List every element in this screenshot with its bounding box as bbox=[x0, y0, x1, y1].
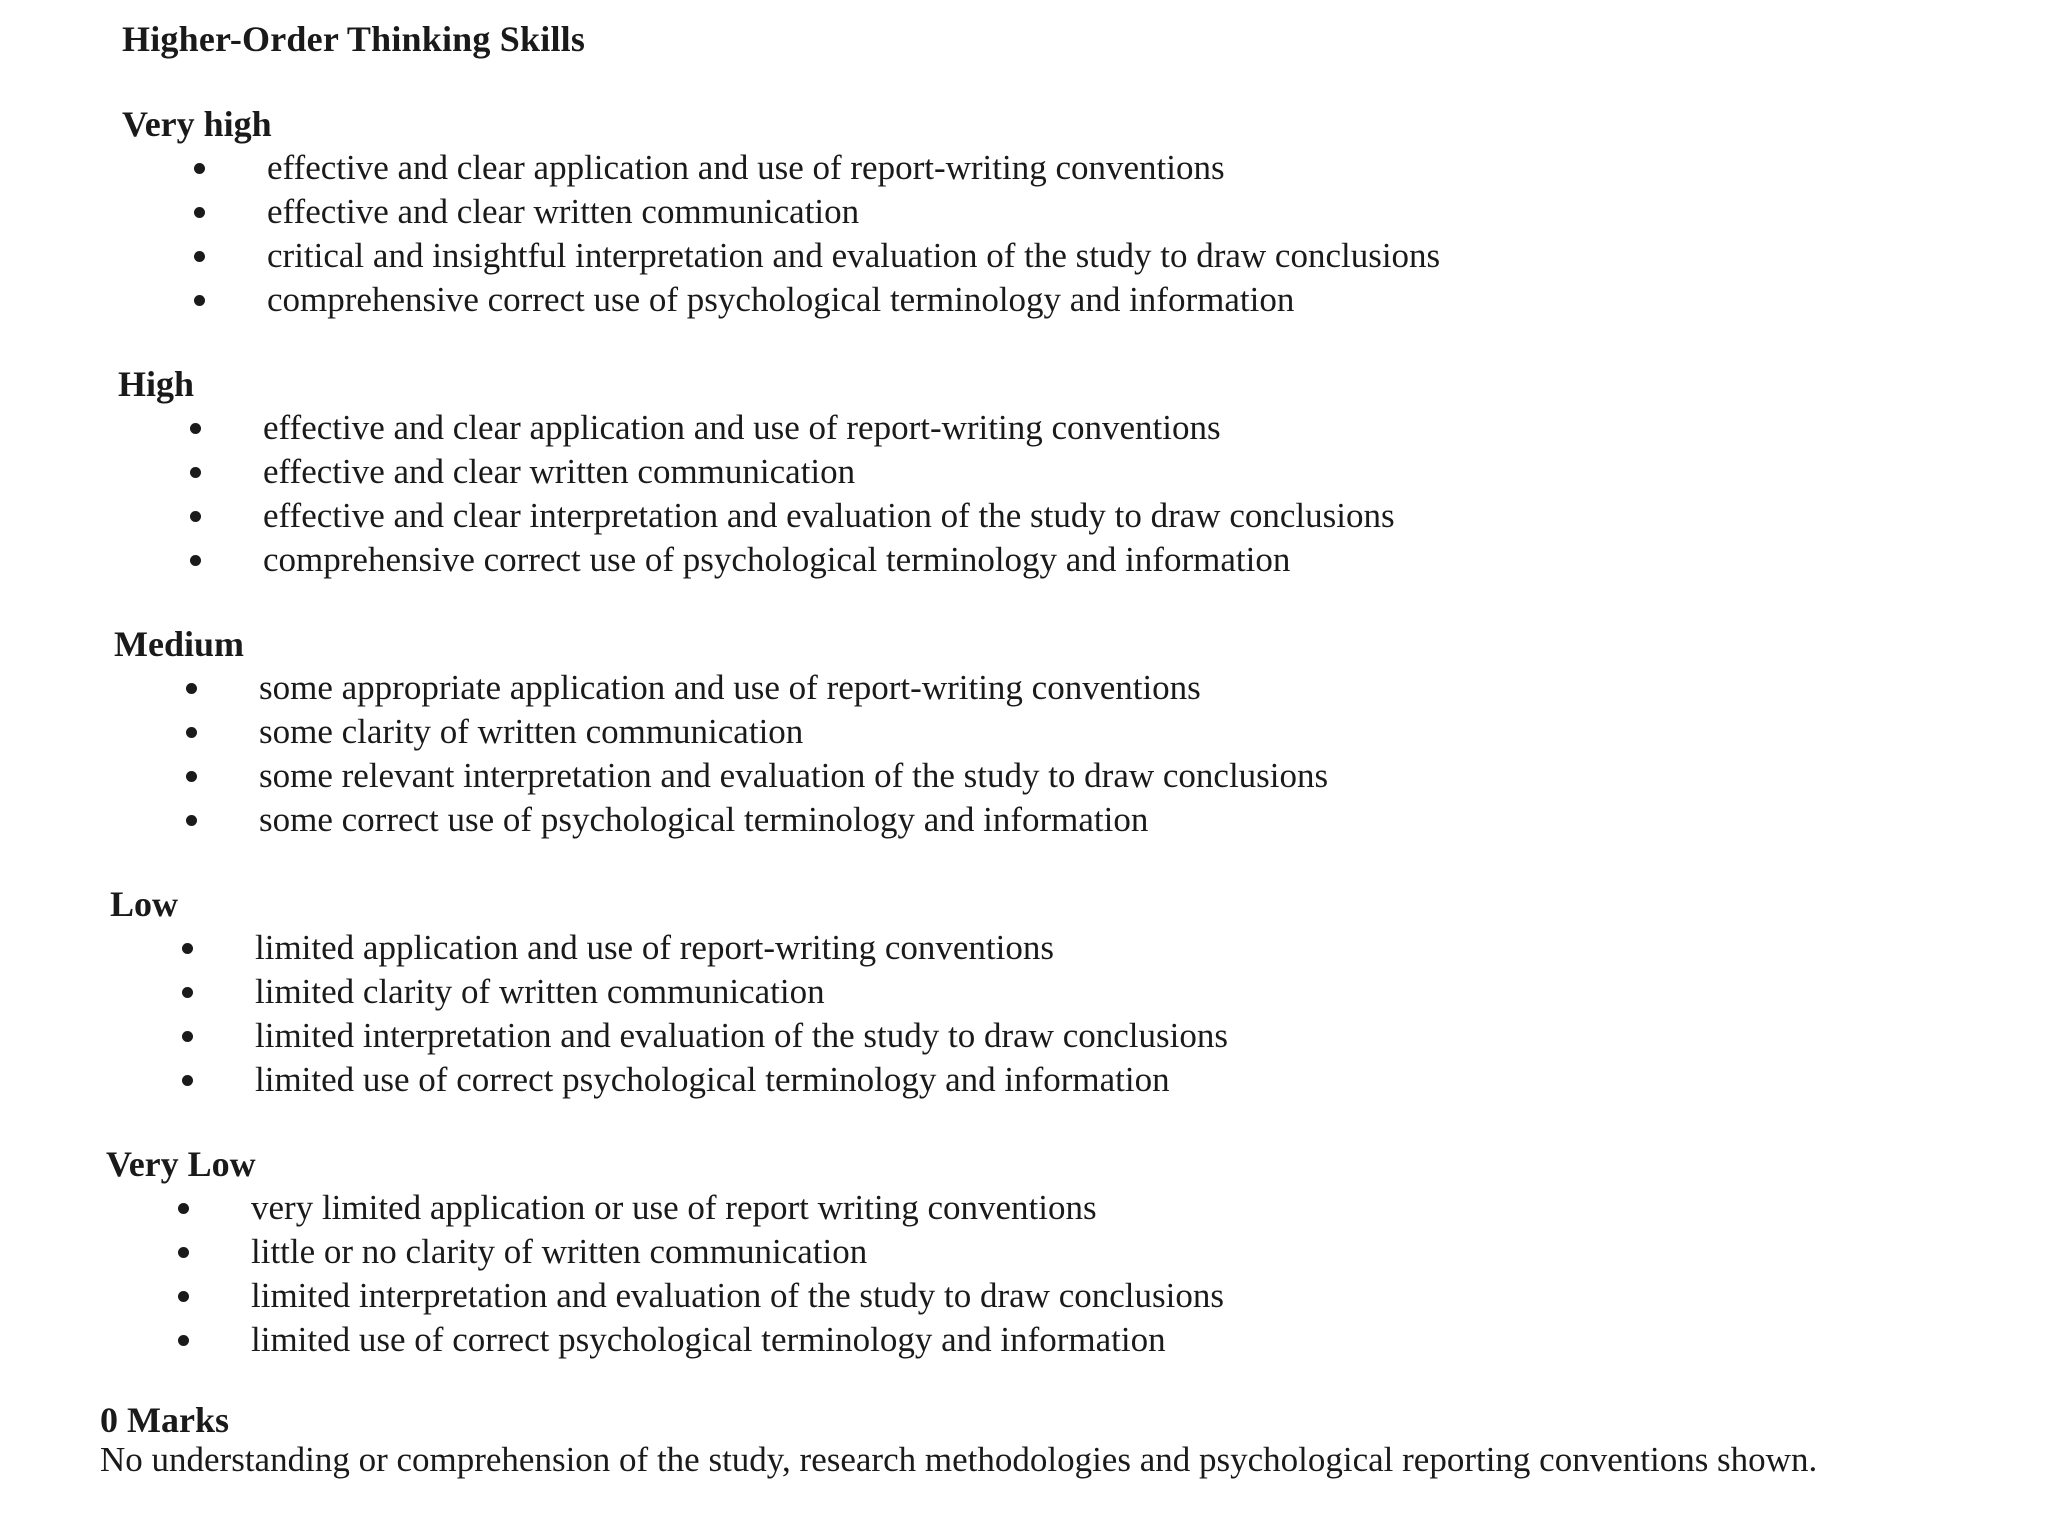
criterion-text: some correct use of psychological terminology and information bbox=[259, 800, 1149, 839]
bullet-icon bbox=[190, 423, 201, 434]
criterion-text: limited application and use of report-writing conventions bbox=[255, 928, 1054, 967]
criterion-item bbox=[122, 234, 2022, 278]
criterion-text: some relevant interpretation and evaluation of the study to draw conclusions bbox=[259, 756, 1329, 795]
bullet-icon bbox=[194, 207, 205, 218]
zero-marks-description: No understanding or comprehension of the study, research methodologies and psychological reporting conventions shown. bbox=[100, 1440, 1818, 1479]
bullet-icon bbox=[186, 815, 197, 826]
level-heading: Very high bbox=[122, 104, 272, 144]
criterion-item bbox=[110, 926, 2010, 970]
bullet-icon bbox=[178, 1335, 189, 1346]
level-heading: Medium bbox=[114, 624, 244, 664]
bullet-icon bbox=[178, 1203, 189, 1214]
criterion-item bbox=[106, 1186, 2006, 1230]
criterion-text: limited interpretation and evaluation of the study to draw conclusions bbox=[251, 1276, 1224, 1315]
level-heading: High bbox=[118, 364, 195, 404]
bullet-icon bbox=[186, 727, 197, 738]
bullet-icon bbox=[190, 467, 201, 478]
criterion-item bbox=[110, 1014, 2010, 1058]
document-title: Higher-Order Thinking Skills bbox=[122, 19, 586, 59]
criterion-text: some appropriate application and use of report-writing conventions bbox=[259, 668, 1201, 707]
zero-marks-heading: 0 Marks bbox=[100, 1400, 229, 1440]
bullet-icon bbox=[194, 295, 205, 306]
criterion-item bbox=[106, 1230, 2006, 1274]
criterion-text: very limited application or use of report writing conventions bbox=[251, 1188, 1097, 1227]
bullet-icon bbox=[182, 987, 193, 998]
criterion-text: effective and clear interpretation and evaluation of the study to draw conclusions bbox=[263, 496, 1395, 535]
criterion-item bbox=[106, 1274, 2006, 1318]
criterion-text: limited interpretation and evaluation of the study to draw conclusions bbox=[255, 1016, 1228, 1055]
bullet-icon bbox=[194, 251, 205, 262]
criteria-list bbox=[122, 146, 2022, 322]
criterion-item bbox=[122, 146, 2022, 190]
bullet-icon bbox=[186, 771, 197, 782]
criterion-text: effective and clear application and use of report-writing conventions bbox=[263, 408, 1221, 447]
criteria-list bbox=[118, 406, 2018, 582]
criterion-item bbox=[118, 494, 2018, 538]
criterion-text: comprehensive correct use of psychological terminology and information bbox=[267, 280, 1295, 319]
bullet-icon bbox=[178, 1291, 189, 1302]
criterion-text: effective and clear application and use of report-writing conventions bbox=[267, 148, 1225, 187]
criteria-list bbox=[114, 666, 2014, 842]
bullet-icon bbox=[186, 683, 197, 694]
criterion-item bbox=[114, 798, 2014, 842]
level-section-high bbox=[118, 362, 2018, 582]
level-section-medium bbox=[114, 622, 2014, 842]
criterion-item bbox=[118, 450, 2018, 494]
criterion-item bbox=[114, 754, 2014, 798]
criterion-text: effective and clear written communication bbox=[263, 452, 856, 491]
criterion-text: limited use of correct psychological terminology and information bbox=[251, 1320, 1166, 1359]
level-section-very-low bbox=[106, 1142, 2006, 1362]
bullet-icon bbox=[182, 1031, 193, 1042]
level-section-very-high bbox=[122, 102, 2022, 322]
level-heading: Very Low bbox=[106, 1144, 256, 1184]
level-section-low bbox=[110, 882, 2010, 1102]
criterion-text: some clarity of written communication bbox=[259, 712, 804, 751]
criterion-item bbox=[106, 1318, 2006, 1362]
criteria-list bbox=[110, 926, 2010, 1102]
criterion-item bbox=[110, 970, 2010, 1014]
criterion-text: critical and insightful interpretation and evaluation of the study to draw conclusions bbox=[267, 236, 1441, 275]
criterion-text: limited use of correct psychological terminology and information bbox=[255, 1060, 1170, 1099]
criterion-item bbox=[118, 406, 2018, 450]
bullet-icon bbox=[178, 1247, 189, 1258]
criterion-text: little or no clarity of written communication bbox=[251, 1232, 868, 1271]
level-heading: Low bbox=[110, 884, 179, 924]
criterion-text: comprehensive correct use of psychological terminology and information bbox=[263, 540, 1291, 579]
criterion-item bbox=[114, 710, 2014, 754]
criterion-item bbox=[110, 1058, 2010, 1102]
criterion-text: effective and clear written communication bbox=[267, 192, 860, 231]
criteria-list bbox=[106, 1186, 2006, 1362]
bullet-icon bbox=[182, 943, 193, 954]
bullet-icon bbox=[190, 511, 201, 522]
bullet-icon bbox=[190, 555, 201, 566]
criterion-text: limited clarity of written communication bbox=[255, 972, 825, 1011]
criterion-item bbox=[122, 278, 2022, 322]
bullet-icon bbox=[182, 1075, 193, 1086]
criterion-item bbox=[114, 666, 2014, 710]
bullet-icon bbox=[194, 163, 205, 174]
criterion-item bbox=[122, 190, 2022, 234]
criterion-item bbox=[118, 538, 2018, 582]
